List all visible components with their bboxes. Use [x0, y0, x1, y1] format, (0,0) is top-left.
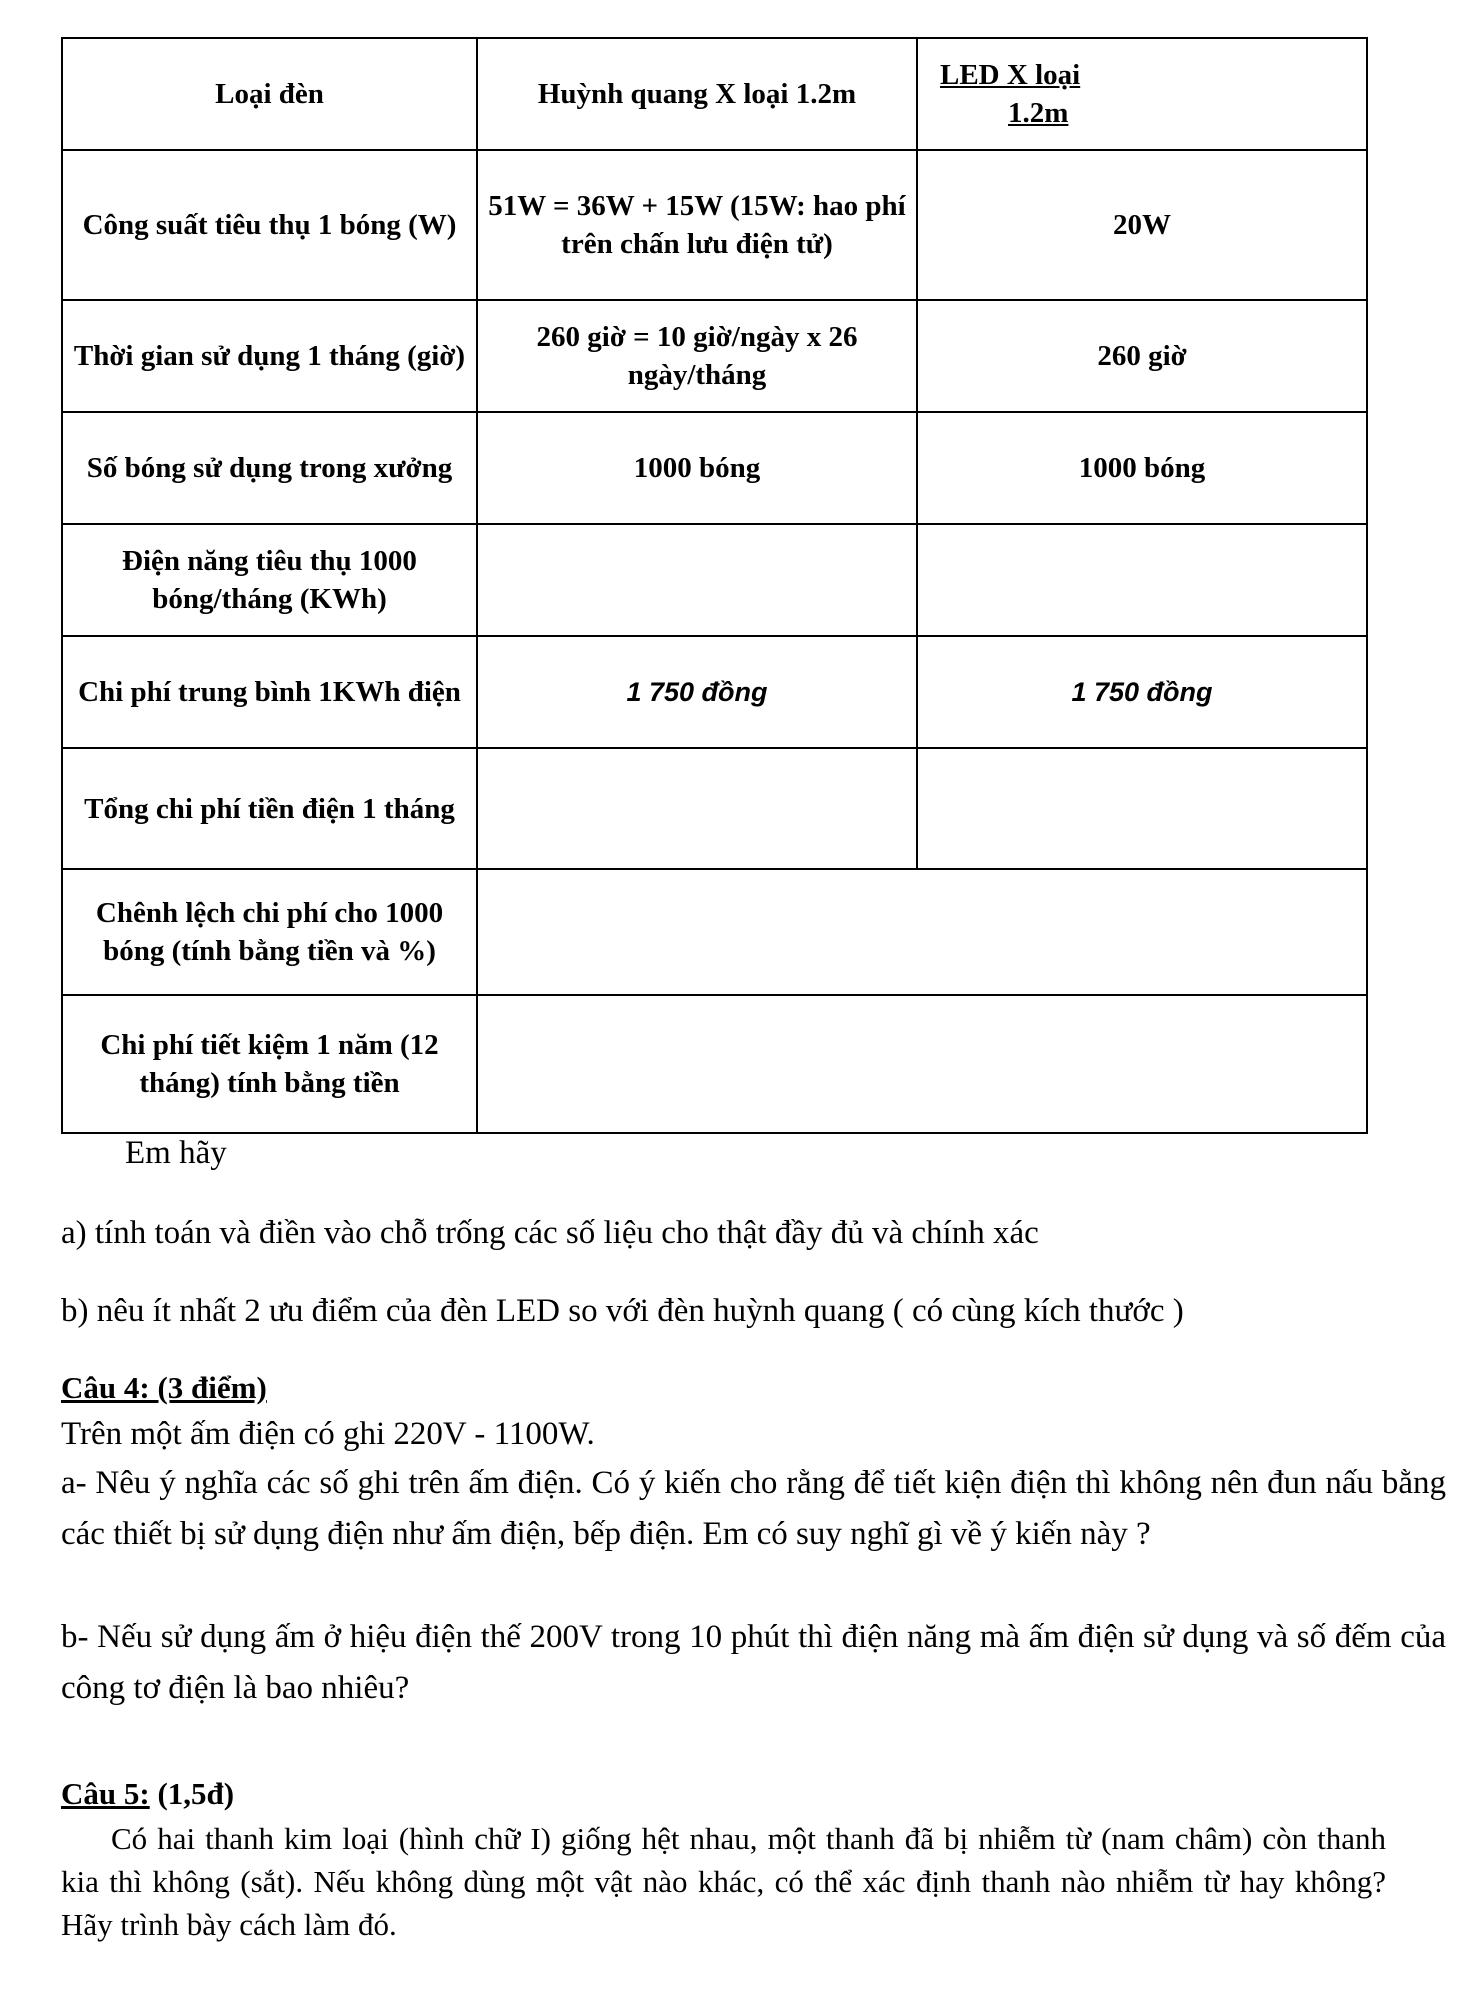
cau5-heading: [61, 1774, 234, 1814]
row-fluorescent-value: 1000 bóng: [477, 412, 917, 524]
cau5-heading-label: Câu 5:: [61, 1776, 150, 1811]
row-label: Điện năng tiêu thụ 1000 bóng/tháng (KWh): [62, 524, 477, 636]
row-fluorescent-value: [477, 524, 917, 636]
row-fluorescent-value: 260 giờ = 10 giờ/ngày x 26 ngày/tháng: [477, 300, 917, 412]
row-led-value: 1 750 đồng: [917, 636, 1367, 748]
task-a: a) tính toán và điền vào chỗ trống các số liệu cho thật đầy đủ và chính xác: [61, 1215, 1039, 1251]
table-row: [62, 748, 1367, 869]
table-row: [62, 150, 1367, 300]
row-fluorescent-value: 1 750 đồng: [477, 636, 917, 748]
table-row: [62, 636, 1367, 748]
header-led: [917, 38, 1367, 150]
row-label: Tổng chi phí tiền điện 1 tháng: [62, 748, 477, 869]
header-led-line2: 1.2m: [1008, 97, 1069, 129]
cau4-intro: Trên một ấm điện có ghi 220V - 1100W.: [61, 1416, 595, 1452]
row-label: Chênh lệch chi phí cho 1000 bóng (tính bằng tiền và %): [62, 869, 477, 995]
header-lamp-type: Loại đèn: [62, 38, 477, 150]
cau4-heading: Câu 4: (3 điểm): [61, 1370, 267, 1405]
row-fluorescent-value: 51W = 36W + 15W (15W: hao phí trên chấn lưu điện tử): [477, 150, 917, 300]
row-merged-value: [477, 869, 1367, 995]
row-led-value: [917, 748, 1367, 869]
row-led-value: 20W: [917, 150, 1367, 300]
row-merged-value: [477, 995, 1367, 1133]
table-row: [62, 869, 1367, 995]
task-b: b) nêu ít nhất 2 ưu điểm của đèn LED so với đèn huỳnh quang ( có cùng kích thước ): [61, 1293, 1184, 1329]
row-label: Chi phí tiết kiệm 1 năm (12 tháng) tính bằng tiền: [62, 995, 477, 1133]
row-label: Chi phí trung bình 1KWh điện: [62, 636, 477, 748]
task-intro: Em hãy: [125, 1135, 227, 1171]
cau4-part-b: b- Nếu sử dụng ấm ở hiệu điện thế 200V trong 10 phút thì điện năng mà ấm điện sử dụng và số đếm của công tơ điện là bao nhiêu?: [61, 1619, 1446, 1706]
header-fluorescent: Huỳnh quang X loại 1.2m: [477, 38, 917, 150]
table-row: [62, 524, 1367, 636]
table-header-row: [62, 38, 1367, 150]
table-row: [62, 300, 1367, 412]
table-row: [62, 995, 1367, 1133]
row-label: Thời gian sử dụng 1 tháng (giờ): [62, 300, 477, 412]
row-fluorescent-value: [477, 748, 917, 869]
row-led-value: 1000 bóng: [917, 412, 1367, 524]
table-row: [62, 412, 1367, 524]
header-led-line1: LED X loại: [940, 59, 1081, 91]
row-label: Công suất tiêu thụ 1 bóng (W): [62, 150, 477, 300]
cau5-heading-points: (1,5đ): [149, 1776, 235, 1811]
row-led-value: 260 giờ: [917, 300, 1367, 412]
cau4-part-a: a- Nêu ý nghĩa các số ghi trên ấm điện. Có ý kiến cho rằng để tiết kiện điện thì không nên đun nấu bằng các thiết bị sử dụng điện như ấm điện, bếp điện. Em có suy nghĩ gì về ý kiến này ?: [61, 1465, 1446, 1552]
row-led-value: [917, 524, 1367, 636]
row-label: Số bóng sử dụng trong xưởng: [62, 412, 477, 524]
cau5-body: Có hai thanh kim loại (hình chữ I) giống hệt nhau, một thanh đã bị nhiễm từ (nam châm) còn thanh kia thì không (sắt). Nếu không dùng một vật nào khác, có thể xác định thanh nào nhiễm từ hay không? Hãy trình bày cách làm đó.: [61, 1821, 1386, 1942]
lamp-comparison-table: [61, 37, 1368, 1134]
